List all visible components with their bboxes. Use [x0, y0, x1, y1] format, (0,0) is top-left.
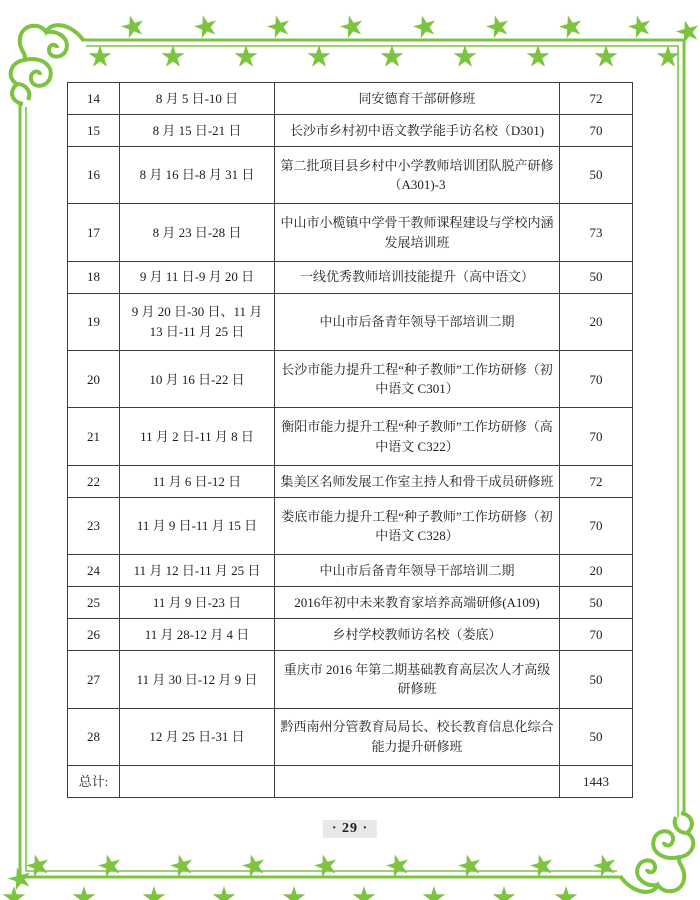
star-icon: [555, 886, 578, 900]
course-name-cell: 集美区名师发展工作室主持人和骨干成员研修班: [275, 465, 560, 497]
star-icon: [96, 851, 124, 878]
date-range-cell: 11 月 2 日-11 月 8 日: [120, 408, 275, 465]
table-row: [68, 765, 633, 797]
course-name-cell: 中山市后备青年领导干部培训二期: [275, 293, 560, 350]
row-number-cell: 23: [68, 497, 120, 554]
row-number-cell: 14: [68, 83, 120, 115]
table-row: [68, 261, 633, 293]
count-cell: 20: [560, 293, 633, 350]
course-name-cell: 黔西南州分管教育局局长、校长教育信息化综合能力提升研修班: [275, 708, 560, 765]
table-row: [68, 651, 633, 708]
star-icon: [89, 45, 112, 67]
table-row: [68, 408, 633, 465]
table-row: [68, 293, 633, 350]
table-row: [68, 83, 633, 115]
date-range-cell: 8 月 5 日-10 日: [120, 83, 275, 115]
row-number-cell: 19: [68, 293, 120, 350]
count-cell: 73: [560, 204, 633, 261]
table-row: [68, 351, 633, 408]
star-icon: [3, 886, 26, 900]
count-cell: 70: [560, 408, 633, 465]
star-icon: [384, 851, 412, 878]
row-number-cell: 15: [68, 114, 120, 146]
count-cell: 50: [560, 587, 633, 619]
star-icon: [143, 886, 166, 900]
date-range-cell: 10 月 16 日-22 日: [120, 351, 275, 408]
star-icon: [265, 12, 293, 39]
count-cell: 72: [560, 83, 633, 115]
date-range-cell: 11 月 12 日-11 月 25 日: [120, 555, 275, 587]
table-row: [68, 587, 633, 619]
course-name-cell: 中山市后备青年领导干部培训二期: [275, 555, 560, 587]
row-number-cell: 28: [68, 708, 120, 765]
date-range-cell: 11 月 28-12 月 4 日: [120, 619, 275, 651]
date-range-cell: 11 月 9 日-23 日: [120, 587, 275, 619]
count-cell: 50: [560, 708, 633, 765]
table-row: [68, 204, 633, 261]
row-number-cell: 总计:: [68, 765, 120, 797]
star-icon: [657, 45, 680, 67]
corner-ornament-bottom-right-icon: [620, 813, 693, 892]
star-icon: [162, 45, 185, 67]
star-icon: [213, 886, 236, 900]
training-schedule-table: [67, 82, 633, 798]
row-number-cell: 26: [68, 619, 120, 651]
course-name-cell: 娄底市能力提升工程“种子教师”工作坊研修（初中语文 C328）: [275, 497, 560, 554]
star-icon: [235, 45, 258, 67]
row-number-cell: 17: [68, 204, 120, 261]
course-name-cell: 乡村学校教师访名校（娄底）: [275, 619, 560, 651]
date-range-cell: 12 月 25 日-31 日: [120, 708, 275, 765]
course-name-cell: 2016年初中未来教育家培养高端研修(A109): [275, 587, 560, 619]
star-icon: [557, 12, 585, 39]
course-name-cell: [275, 765, 560, 797]
course-name-cell: 长沙市乡村初中语文教学能手访名校（D301): [275, 114, 560, 146]
count-cell: 70: [560, 619, 633, 651]
date-range-cell: 8 月 15 日-21 日: [120, 114, 275, 146]
star-icon: [240, 851, 268, 878]
row-number-cell: 16: [68, 146, 120, 203]
star-icon: [338, 12, 366, 39]
count-cell: 50: [560, 651, 633, 708]
star-icon: [423, 886, 446, 900]
star-icon: [484, 12, 512, 39]
row-number-cell: 22: [68, 465, 120, 497]
star-icon: [353, 886, 376, 900]
row-number-cell: 21: [68, 408, 120, 465]
table-row: [68, 619, 633, 651]
date-range-cell: 11 月 9 日-11 月 15 日: [120, 497, 275, 554]
count-cell: 70: [560, 351, 633, 408]
table-row: [68, 114, 633, 146]
row-number-cell: 24: [68, 555, 120, 587]
course-name-cell: 长沙市能力提升工程“种子教师”工作坊研修（初中语文 C301）: [275, 351, 560, 408]
count-cell: 70: [560, 497, 633, 554]
table-row: [68, 497, 633, 554]
star-icon: [527, 45, 550, 67]
table-row: [68, 555, 633, 587]
count-cell: 72: [560, 465, 633, 497]
date-range-cell: 9 月 11 日-9 月 20 日: [120, 261, 275, 293]
star-icon: [192, 12, 220, 39]
page-number: · 29 ·: [323, 820, 377, 838]
star-icon: [312, 851, 340, 878]
star-icon: [308, 45, 331, 67]
star-icon: [73, 886, 96, 900]
row-number-cell: 20: [68, 351, 120, 408]
row-number-cell: 25: [68, 587, 120, 619]
star-icon: [528, 851, 556, 878]
course-name-cell: 同安德育干部研修班: [275, 83, 560, 115]
count-cell: 70: [560, 114, 633, 146]
star-icon: [283, 886, 306, 900]
count-cell: 20: [560, 555, 633, 587]
star-icon: [119, 12, 147, 39]
date-range-cell: 9 月 20 日-30 日、11 月 13 日-11 月 25 日: [120, 293, 275, 350]
count-cell: 1443: [560, 765, 633, 797]
star-icon: [591, 851, 619, 878]
star-icon: [6, 864, 34, 891]
table-row: [68, 708, 633, 765]
star-icon: [454, 45, 477, 67]
star-icon: [674, 17, 700, 44]
star-icon: [168, 851, 196, 878]
course-name-cell: 中山市小榄镇中学骨干教师课程建设与学校内涵发展培训班: [275, 204, 560, 261]
course-name-cell: 一线优秀教师培训技能提升（高中语文）: [275, 261, 560, 293]
table-row: [68, 146, 633, 203]
date-range-cell: [120, 765, 275, 797]
star-icon: [595, 45, 618, 67]
row-number-cell: 18: [68, 261, 120, 293]
course-name-cell: 重庆市 2016 年第二期基础教育高层次人才高级研修班: [275, 651, 560, 708]
count-cell: 50: [560, 146, 633, 203]
star-icon: [24, 851, 52, 878]
row-number-cell: 27: [68, 651, 120, 708]
table-row: [68, 465, 633, 497]
date-range-cell: 11 月 6 日-12 日: [120, 465, 275, 497]
date-range-cell: 8 月 16 日-8 月 31 日: [120, 146, 275, 203]
course-name-cell: 衡阳市能力提升工程“种子教师”工作坊研修（高中语文 C322）: [275, 408, 560, 465]
star-icon: [381, 45, 404, 67]
star-icon: [456, 851, 484, 878]
schedule-table-body: [68, 83, 633, 798]
star-icon: [411, 12, 439, 39]
star-icon: [493, 886, 516, 900]
date-range-cell: 8 月 23 日-28 日: [120, 204, 275, 261]
course-name-cell: 第二批项目县乡村中小学教师培训团队脱产研修（A301)-3: [275, 146, 560, 203]
star-icon: [626, 12, 654, 39]
date-range-cell: 11 月 30 日-12 月 9 日: [120, 651, 275, 708]
count-cell: 50: [560, 261, 633, 293]
